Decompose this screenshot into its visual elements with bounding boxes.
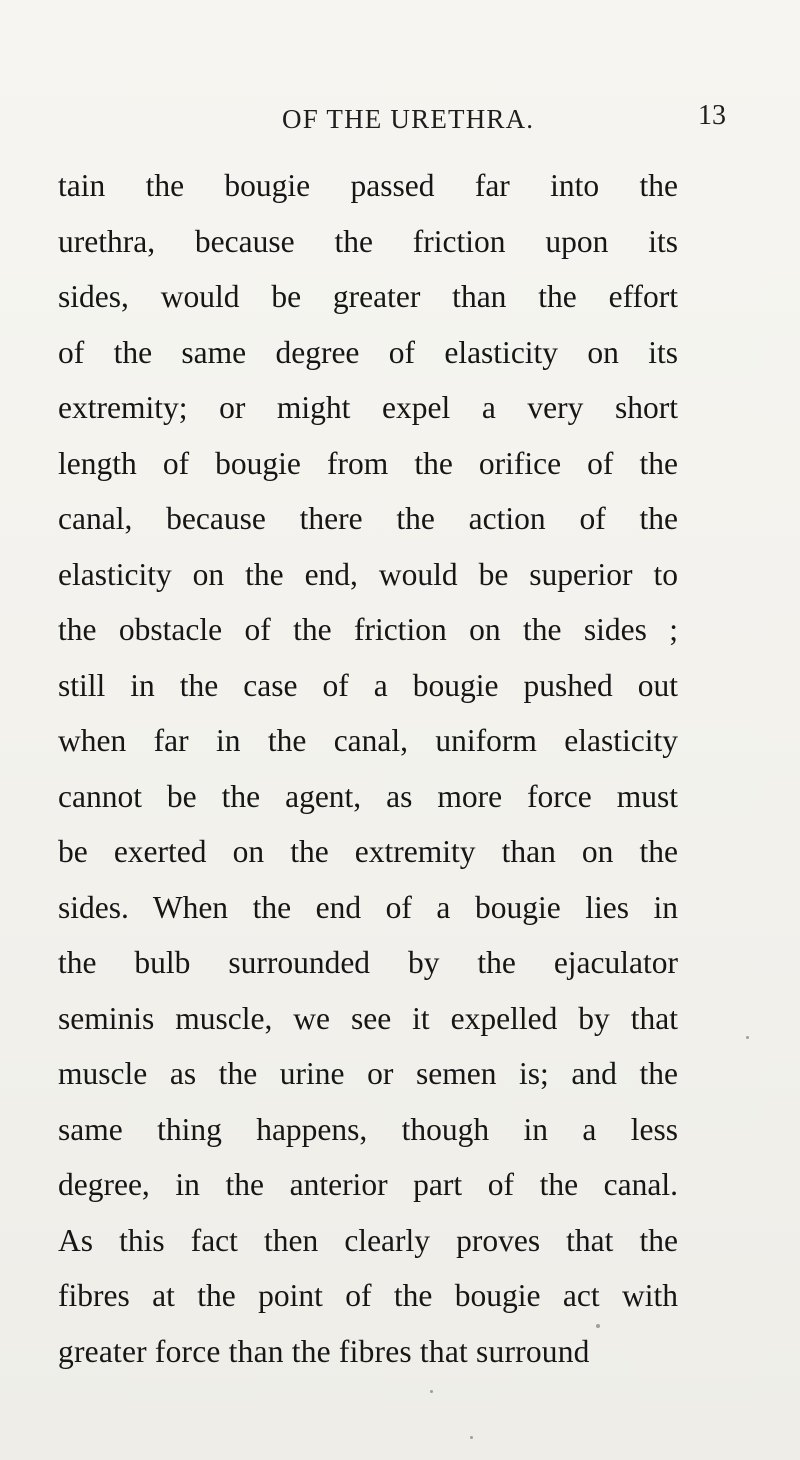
text-line: fibres at the point of the bougie act with [58,1278,678,1313]
text-line: same thing happens, though in a less [58,1111,678,1147]
running-header [0,82,800,142]
text-line: urethra, because the friction upon its [58,223,678,259]
paper-speck [430,1390,433,1393]
text-line: the bulb surrounded by the ejaculator [58,945,678,980]
text-line: extremity; or might expel a very short [58,390,678,425]
text-line: muscle as the urine or semen is; and the [58,1056,678,1091]
text-line: tain the bougie passed far into the [58,168,678,203]
text-line: elasticity on the end, would be superior to [58,556,678,592]
paper-speck [470,1436,473,1439]
page-number: 13 [698,100,726,131]
text-line: greater force than the fibres that surround [58,1333,590,1369]
text-line: sides. When the end of a bougie lies in [58,889,678,925]
text-line: canal, because there the action of the [58,501,678,536]
running-title: OF THE URETHRA. [282,104,535,134]
text-line: of the same degree of elasticity on its [58,334,678,370]
text-line: seminis muscle, we see it expelled by that [58,1000,678,1036]
paper-speck [596,1324,600,1328]
text-line: As this fact then clearly proves that the [58,1222,678,1258]
text-line: degree, in the anterior part of the canal. [58,1167,678,1202]
text-line: sides, would be greater than the effort [58,279,678,314]
text-line: the obstacle of the friction on the sides ; [58,612,678,647]
text-line: still in the case of a bougie pushed out [58,667,678,703]
paper-speck [746,1036,749,1039]
text-line: cannot be the agent, as more force must [58,778,678,814]
page-body-text [58,158,678,1379]
text-line: when far in the canal, uniform elasticity [58,723,678,758]
text-line: length of bougie from the orifice of the [58,445,678,481]
text-line: be exerted on the extremity than on the [58,834,678,869]
